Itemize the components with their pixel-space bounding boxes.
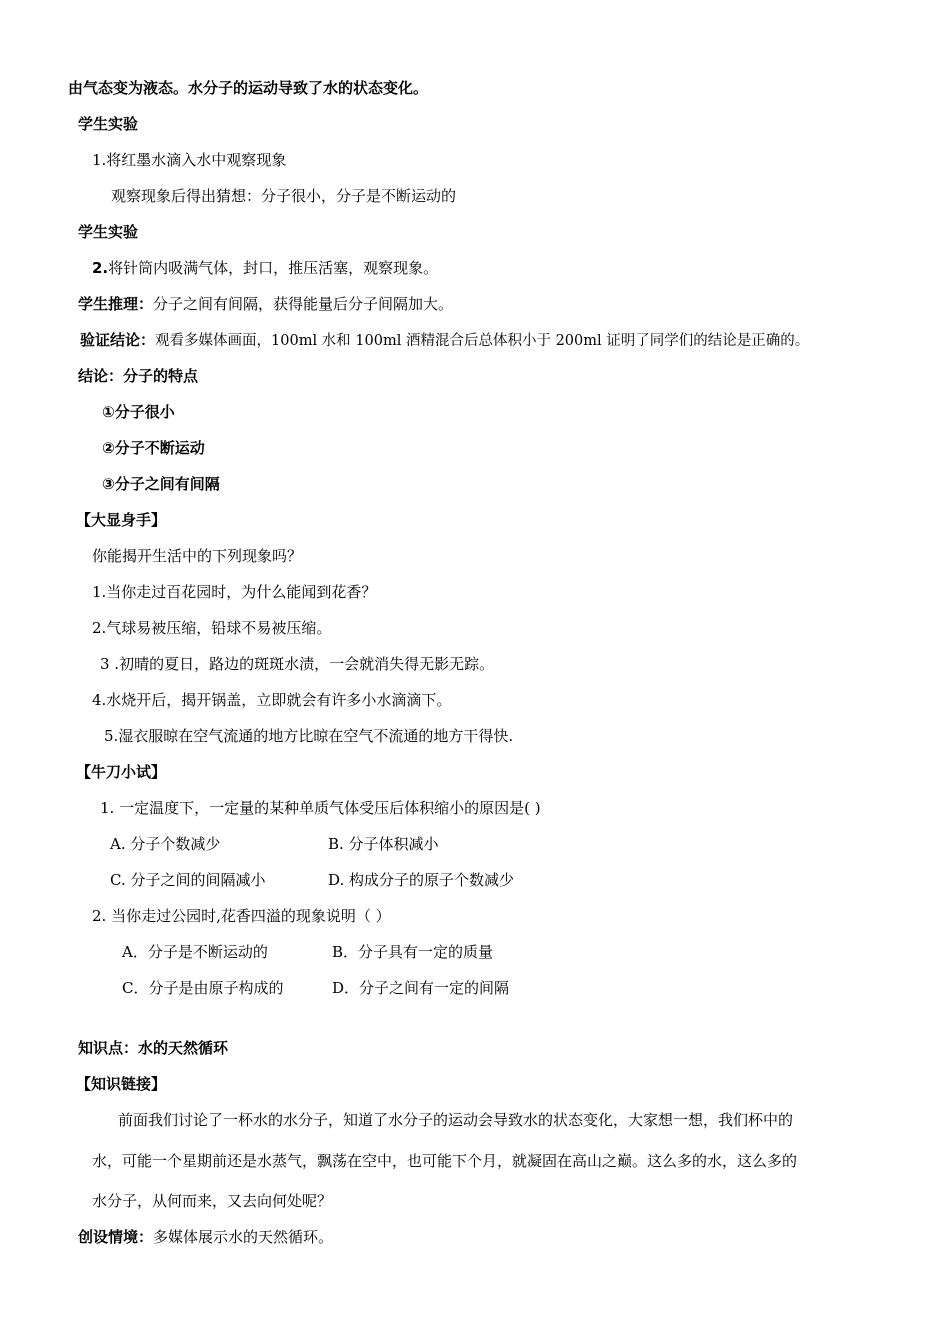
quiz-1-option-a: A. 分子个数减少 xyxy=(110,835,221,853)
quiz-question-1: 1. 一定温度下，一定量的某种单质气体受压后体积缩小的原因是( ) xyxy=(100,799,541,817)
quiz-2-option-d: D．分子之间有一定的间隔 xyxy=(332,979,510,997)
knowledge-paragraph-line: 水分子，从何而来，又去向何处呢？ xyxy=(92,1192,333,1210)
inference-label: 学生推理： xyxy=(78,295,154,313)
show-item: 5.湿衣服晾在空气流通的地方比晾在空气不流通的地方干得快. xyxy=(104,727,514,745)
show-item: 2.气球易被压缩，铅球不易被压缩。 xyxy=(92,619,332,637)
knowledge-link-heading: 【知识链接】 xyxy=(76,1075,167,1093)
experiment-2-heading: 学生实验 xyxy=(78,223,139,241)
experiment-1-step: 1.将红墨水滴入水中观察现象 xyxy=(92,151,287,169)
intro-line: 由气态变为液态。水分子的运动导致了水的状态变化。 xyxy=(68,79,429,97)
quiz-heading: 【牛刀小试】 xyxy=(76,763,167,781)
show-item: 3 .初晴的夏日，路边的斑斑水渍，一会就消失得无影无踪。 xyxy=(100,655,495,673)
show-heading: 【大显身手】 xyxy=(76,511,167,529)
experiment-1-guess: 观察现象后得出猜想：分子很小，分子是不断运动的 xyxy=(111,187,457,205)
quiz-1-option-c: C. 分子之间的间隔减小 xyxy=(110,871,266,889)
show-prompt: 你能揭开生活中的下列现象吗？ xyxy=(92,547,303,565)
inference-line xyxy=(78,294,453,314)
knowledge-paragraph-line: 水，可能一个星期前还是水蒸气，飘荡在空中，也可能下个月，就凝固在高山之巅。这么多的水，这么多的 xyxy=(92,1152,798,1170)
show-item: 4.水烧开后，揭开锅盖，立即就会有许多小水滴滴下。 xyxy=(92,691,452,709)
experiment-2-step xyxy=(92,258,438,278)
quiz-2-option-c: C．分子是由原子构成的 xyxy=(122,979,284,997)
verify-label: 验证结论： xyxy=(80,331,156,349)
show-item: 1.当你走过百花园时，为什么能闻到花香？ xyxy=(92,583,377,601)
experiment-1-heading: 学生实验 xyxy=(78,115,139,133)
verify-text: 观看多媒体画面，100ml 水和 100ml 酒精混合后总体积小于 200ml 证明了同学们的结论是正确的。 xyxy=(155,333,810,349)
conclusion-point: ③分子之间有间隔 xyxy=(102,475,220,493)
knowledge-heading: 知识点：水的天然循环 xyxy=(78,1039,229,1057)
scenario-line xyxy=(78,1227,333,1247)
conclusion-heading: 结论：分子的特点 xyxy=(78,367,199,385)
conclusion-point: ①分子很小 xyxy=(102,403,175,421)
verify-line xyxy=(80,330,809,351)
quiz-1-option-d: D. 构成分子的原子个数减少 xyxy=(328,871,515,889)
conclusion-point: ②分子不断运动 xyxy=(102,439,205,457)
knowledge-paragraph-line: 前面我们讨论了一杯水的水分子，知道了水分子的运动会导致水的状态变化，大家想一想，我们杯中的 xyxy=(118,1111,794,1129)
quiz-2-option-a: A．分子是不断运动的 xyxy=(122,943,268,961)
scenario-label: 创设情境： xyxy=(78,1228,154,1246)
quiz-2-option-b: B．分子具有一定的质量 xyxy=(332,943,494,961)
experiment-2-step-text: 将针筒内吸满气体，封口，推压活塞，观察现象。 xyxy=(108,259,439,277)
quiz-question-2: 2. 当你走过公园时,花香四溢的现象说明（ ） xyxy=(92,907,391,925)
inference-text: 分子之间有间隔，获得能量后分子间隔加大。 xyxy=(153,295,454,313)
quiz-1-option-b: B. 分子体积减小 xyxy=(328,835,439,853)
experiment-2-step-number: 2. xyxy=(92,259,109,277)
scenario-text: 多媒体展示水的天然循环。 xyxy=(153,1228,334,1246)
